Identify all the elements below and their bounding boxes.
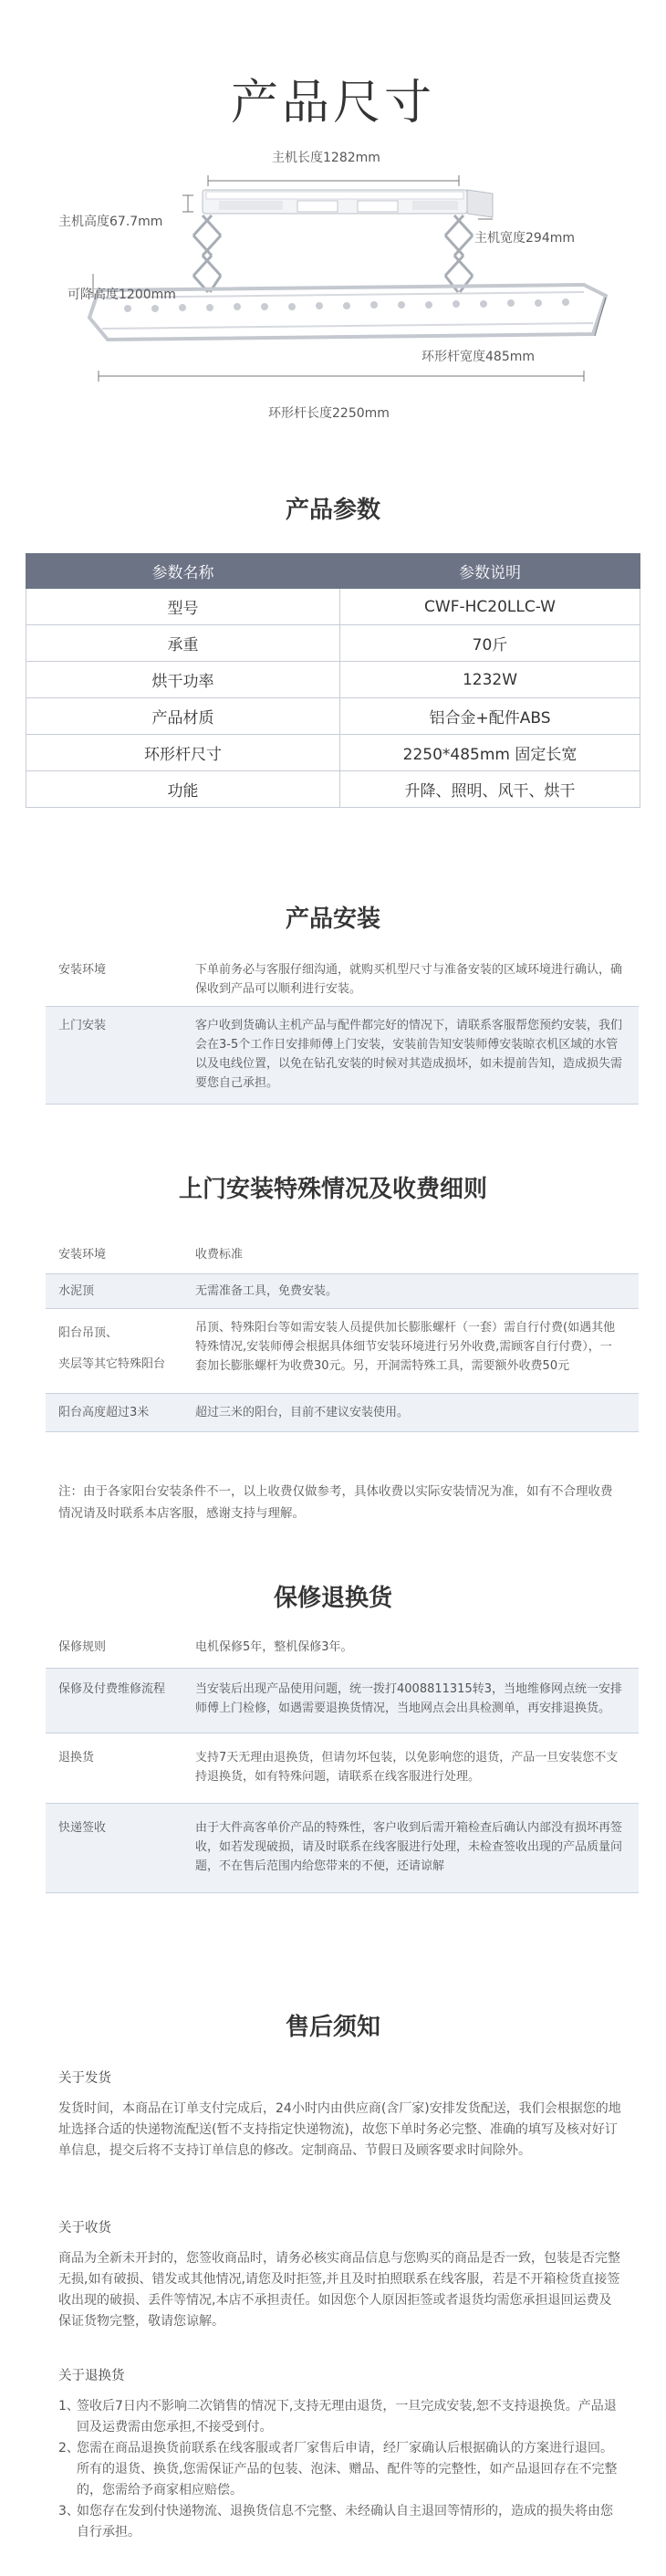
- list-item: [46, 1638, 639, 1668]
- list-item: [46, 957, 639, 1006]
- warranty-key: 快递签收: [58, 1821, 107, 1835]
- fees-table: [46, 1245, 639, 1432]
- host-height-label: 主机高度67.7mm: [58, 215, 163, 229]
- table-row: [26, 698, 640, 735]
- list-item: [46, 1006, 639, 1105]
- list-item: [46, 1733, 639, 1803]
- warranty-value: 当安装后出现产品使用问题，统一拨打4008811315转3，当地维修网点统一安排师傅上门检修，如遇需要退换货情况，当地网点会出具检测单，再安排退换货。: [195, 1682, 622, 1715]
- table-row: [26, 771, 640, 808]
- fees-section-title: 上门安装特殊情况及收费细则: [178, 1176, 487, 1203]
- fees-key: 阳台高度超过3米: [58, 1406, 150, 1419]
- returns-heading: 关于退换货: [58, 2369, 125, 2383]
- param-value: 2250*485mm 固定长宽: [340, 735, 640, 771]
- list-item: [58, 2438, 624, 2501]
- list-number: 3、: [58, 2504, 79, 2518]
- host-length-label: 主机长度1282mm: [272, 151, 380, 165]
- rod-width-label: 环形杆宽度485mm: [421, 350, 535, 364]
- list-item: [46, 1668, 639, 1733]
- param-value: 70斤: [340, 625, 640, 662]
- param-name: 型号: [26, 589, 340, 625]
- product-dimension-diagram: [0, 128, 666, 438]
- receipt-block: [58, 2218, 624, 2332]
- install-section-title: 产品安装: [285, 906, 380, 933]
- warranty-key: 保修及付费维修流程: [58, 1682, 166, 1696]
- list-number: 2、: [58, 2441, 79, 2456]
- param-name: 功能: [26, 771, 340, 808]
- param-name: 承重: [26, 625, 340, 662]
- fees-header-row: [46, 1245, 639, 1273]
- table-row: [26, 589, 640, 625]
- warranty-key: 退换货: [58, 1751, 95, 1764]
- fees-value: 吊顶、特殊阳台等如需安装人员提供加长膨胀螺杆（一套）需自行付费(如遇其他特殊情况,安装师傅会根据具体细节安装环境进行另外收费,需顾客自行付费），一套加长膨胀螺杆为收费30元。另，开洞需特殊工具，需要额外收费50元: [195, 1321, 616, 1373]
- list-number: 1、: [58, 2399, 79, 2414]
- list-item: [46, 1803, 639, 1893]
- list-text: 如您存在发到付快递物流、退换货信息不完整、未经确认自主退回等情形的，造成的损失将由您自行承担。: [77, 2504, 613, 2539]
- shipping-heading: 关于发货: [58, 2071, 111, 2086]
- shipping-block: [58, 2068, 624, 2162]
- install-value: 客户收到货确认主机产品与配件都完好的情况下，请联系客服帮您预约安装，我们会在3-5个工作日安排师傅上门安装，安装前告知安装师傅安装晾衣机区域的水管以及电线位置，以免在钻孔安装的时候对其造成损坏，如未提前告知，造成损失需要您自己承担。: [195, 1019, 623, 1090]
- receipt-heading: 关于收货: [58, 2221, 111, 2236]
- param-name: 环形杆尺寸: [26, 735, 340, 771]
- fees-header-value: 收费标准: [195, 1248, 244, 1262]
- params-header-row: [26, 554, 640, 589]
- rod-length-label: 环形杆长度2250mm: [268, 406, 390, 421]
- param-name: 烘干功率: [26, 662, 340, 698]
- list-text: 您需在商品退换货前联系在线客服或者厂家售后申请，经厂家确认后根据确认的方案进行退回。所有的退货、换货,您需保证产品的包装、泡沫、赠品、配件等的完整性，如产品退回存在不完整的，您需给予商家相应赔偿。: [77, 2441, 618, 2497]
- list-item: [58, 2396, 624, 2438]
- install-table: [46, 957, 639, 1105]
- list-item: [58, 2501, 624, 2543]
- install-value: 下单前务必与客服仔细沟通，就购买机型尺寸与准备安装的区域环境进行确认，确保收到产品可以顺利进行安装。: [195, 963, 623, 996]
- shipping-text: 发货时间，本商品在订单支付完成后，24小时内由供应商(含厂家)安排发货配送，我们会根据您的地址选择合适的快递物流配送(暂不支持指定快递物流)，故您下单时务必完整、准确的填写及核对好订单信息，提交后将不支持订单信息的修改。定制商品、节假日及顾客要求时间除外。: [58, 2101, 621, 2158]
- size-section-title: 产品尺寸: [230, 76, 435, 131]
- fees-key: 水泥顶: [58, 1284, 95, 1298]
- param-value: 1232W: [340, 662, 640, 698]
- warranty-value: 电机保修5年，整机保修3年。: [195, 1640, 353, 1654]
- fees-value: 无需准备工具，免费安装。: [195, 1284, 338, 1298]
- param-value: 铝合金+配件ABS: [340, 698, 640, 735]
- list-item: [46, 1393, 639, 1432]
- install-key: 上门安装: [58, 1019, 107, 1032]
- returns-list: [58, 2396, 624, 2543]
- install-key: 安装环境: [58, 963, 107, 977]
- table-row: [26, 735, 640, 771]
- params-header-name: 参数名称: [26, 554, 340, 589]
- params-header-value: 参数说明: [340, 554, 640, 589]
- list-text: 签收后7日内不影响二次销售的情况下,支持无理由退货，一旦完成安装,恕不支持退换货。产品退回及运费需由您承担,不接受到付。: [77, 2399, 617, 2435]
- aftersale-section-title: 售后须知: [285, 2014, 380, 2041]
- fees-note: 注：由于各家阳台安装条件不一，以上收费仅做参考，具体收费以实际安装情况为准，如有不合理收费情况请及时联系本店客服，感谢支持与理解。: [58, 1484, 613, 1521]
- lift-height-label: 可降高度1200mm: [68, 288, 176, 302]
- param-value: 升降、照明、风干、烘干: [340, 771, 640, 808]
- receipt-text: 商品为全新未开封的，您签收商品时，请务必核实商品信息与您购买的商品是否一致，包装是否完整无损,如有破损、错发或其他情况,请您及时拒签,并且及时拍照联系在线客服，若是不开箱检货直接签收出现的破损、丢件等情况,本店不承担责任。如因您个人原因拒签或者退货均需您承担退回运费及保证货物完整，敬请您谅解。: [58, 2251, 620, 2329]
- returns-block: [58, 2366, 624, 2543]
- warranty-key: 保修规则: [58, 1640, 107, 1654]
- params-section-title: 产品参数: [285, 497, 380, 524]
- list-item: [46, 1309, 639, 1393]
- warranty-table: [46, 1638, 639, 1893]
- table-row: [26, 662, 640, 698]
- param-name: 产品材质: [26, 698, 340, 735]
- param-value: CWF-HC20LLC-W: [340, 589, 640, 625]
- warranty-value: 由于大件高客单价产品的特殊性，客户收到后需开箱检查后确认内部没有损坏再签收，如若发现破损，请及时联系在线客服进行处理，未检查签收出现的产品质量问题，不在售后范围内给您带来的不便，还请谅解: [195, 1821, 623, 1873]
- params-table: [26, 553, 640, 808]
- drying-rack-illustration: [0, 128, 666, 438]
- fees-value: 超过三米的阳台，目前不建议安装使用。: [195, 1406, 410, 1419]
- list-item: [46, 1273, 639, 1309]
- host-width-label: 主机宽度294mm: [474, 231, 575, 246]
- warranty-value: 支持7天无理由退换货，但请勿坏包装，以免影响您的退货，产品一旦安装您不支持退换货，如有特殊问题，请联系在线客服进行处理。: [195, 1751, 619, 1784]
- warranty-section-title: 保修退换货: [273, 1585, 392, 1612]
- fees-key: 阳台吊顶、 夹层等其它特殊阳台: [58, 1326, 166, 1371]
- table-row: [26, 625, 640, 662]
- fees-header-key: 安装环境: [58, 1248, 107, 1262]
